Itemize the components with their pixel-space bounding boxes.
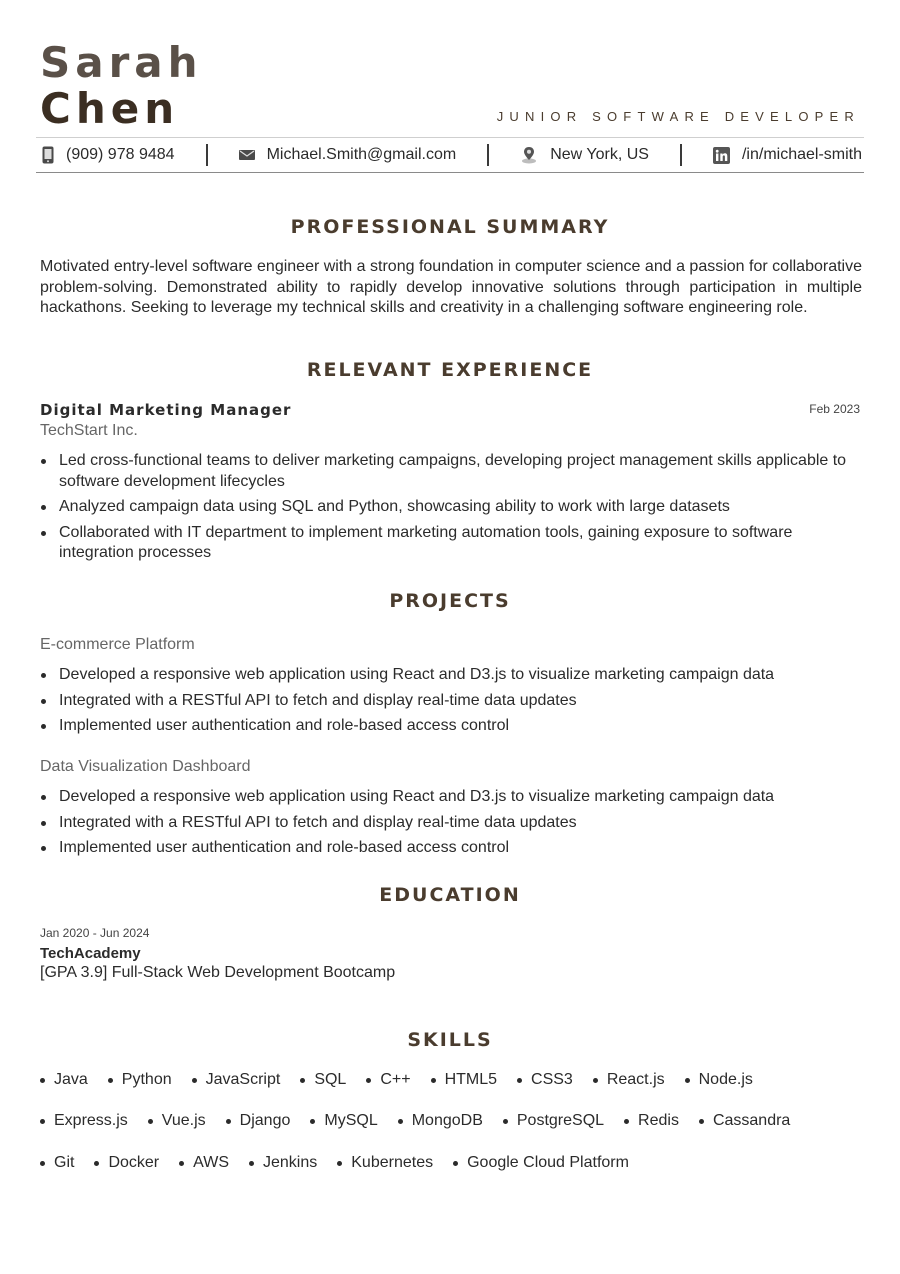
list-item: Integrated with a RESTful API to fetch and display real-time data updates [40,813,870,834]
skill-item: HTML5 [431,1071,497,1089]
contact-phone [42,146,175,164]
skills-row [40,1071,773,1089]
contact-linkedin[interactable] [713,146,862,164]
skill-item: Node.js [685,1071,753,1089]
phone-text: (909) 978 9484 [66,146,175,163]
skill-item: Redis [624,1112,679,1130]
list-item: Developed a responsive web application using React and D3.js to visualize marketing campaign data [40,665,870,686]
projects-heading: PROJECTS [389,590,511,612]
contact-divider [487,144,489,166]
candidate-name [40,40,203,132]
email-text: Michael.Smith@gmail.com [266,146,457,163]
education-school: TechAcademy [40,945,141,962]
contact-bar [36,137,864,173]
skill-item: Docker [94,1154,159,1172]
location-icon [520,146,538,164]
list-item: Led cross-functional teams to deliver marketing campaigns, developing project management skills applicable to software development lifecycles [40,451,870,492]
skill-item: AWS [179,1154,229,1172]
contact-divider [206,144,208,166]
project-bullets [40,787,870,864]
skills-row [40,1154,649,1172]
experience-bullets [40,451,870,569]
summary-text: Motivated entry-level software engineer with a strong foundation in computer science and a passion for collaborative problem-solving. Demonstrated ability to rapidly develop innovative solutions through participation in multiple hackathons. Seeking to leverage my technical skills and creativity in a challenging software engineering role. [40,258,862,316]
project-title: Data Visualization Dashboard [40,758,251,775]
project-bullets [40,665,870,742]
list-item: Developed a responsive web application using React and D3.js to visualize marketing campaign data [40,787,870,808]
skill-item: MySQL [310,1112,377,1130]
education-date: Jan 2020 - Jun 2024 [40,926,150,940]
experience-role: Digital Marketing Manager [40,401,292,419]
list-item: Implemented user authentication and role-based access control [40,838,870,859]
contact-location [520,146,649,164]
skill-item: Java [40,1071,88,1089]
skill-item: Jenkins [249,1154,317,1172]
skill-item: MongoDB [398,1112,483,1130]
experience-company: TechStart Inc. [40,422,138,439]
skill-item: Django [226,1112,291,1130]
first-name: Sarah [40,38,203,87]
list-item: Integrated with a RESTful API to fetch and display real-time data updates [40,691,870,712]
skill-item: C++ [366,1071,410,1089]
skills-heading: SKILLS [407,1029,493,1051]
linkedin-text[interactable]: /in/michael-smith [741,146,862,163]
project-title: E-commerce Platform [40,636,195,653]
list-item: Analyzed campaign data using SQL and Python, showcasing ability to work with large datasets [40,497,870,518]
experience-heading: RELEVANT EXPERIENCE [306,359,594,381]
education-degree: [GPA 3.9] Full-Stack Web Development Bootcamp [40,964,396,981]
list-item: Collaborated with IT department to implement marketing automation tools, gaining exposure to software integration processes [40,523,870,564]
skill-item: JavaScript [192,1071,281,1089]
contact-email [239,146,457,164]
skill-item: Git [40,1154,74,1172]
email-icon [239,149,255,161]
list-item: Implemented user authentication and role-based access control [40,716,870,737]
skill-item: CSS3 [517,1071,573,1089]
skill-item: Google Cloud Platform [453,1154,629,1172]
skill-item: Vue.js [148,1112,206,1130]
skills-row [40,1112,810,1130]
skill-item: Python [108,1071,172,1089]
skill-item: Express.js [40,1112,128,1130]
contact-divider [680,144,682,166]
last-name: Chen [40,84,180,133]
experience-date: Feb 2023 [809,402,860,416]
phone-icon [42,146,54,164]
linkedin-icon [713,147,730,164]
job-title: JUNIOR SOFTWARE DEVELOPER [496,109,860,124]
education-heading: EDUCATION [379,884,521,906]
skill-item: PostgreSQL [503,1112,604,1130]
skill-item: SQL [300,1071,346,1089]
location-text: New York, US [550,146,649,163]
summary-heading: PROFESSIONAL SUMMARY [290,216,610,238]
skill-item: React.js [593,1071,665,1089]
skill-item: Cassandra [699,1112,790,1130]
skill-item: Kubernetes [337,1154,433,1172]
